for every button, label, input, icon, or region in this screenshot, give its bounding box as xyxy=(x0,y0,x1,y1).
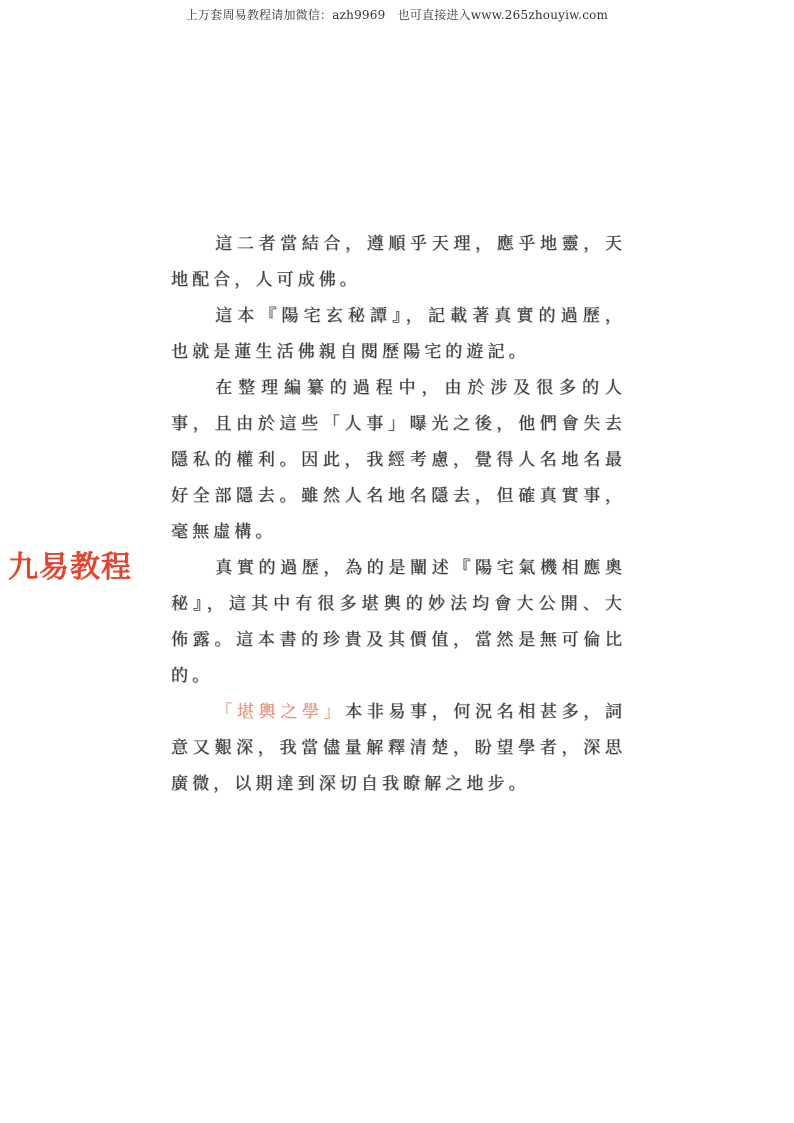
paragraph-5-highlight: 「堪輿之學」 xyxy=(215,702,346,722)
paragraph-1: 這二者當結合，遵順乎天理，應乎地靈，天地配合，人可成佛。 xyxy=(171,234,626,290)
paragraph-5-text: 本非易事，何況名相甚多，詞意又艱深，我當儘量解釋清楚，盼望學者，深思廣微，以期達到深切自我瞭解之地步。 xyxy=(171,702,626,794)
paragraph-2: 這本『陽宅玄秘譚』，記載著真實的過歷，也就是蓮生活佛親自閱歷陽宅的遊記。 xyxy=(171,306,626,362)
header-banner: 上万套周易教程请加微信：azh9969 也可直接进入www.265zhouyiw.com xyxy=(185,8,609,22)
paragraph-5 xyxy=(171,694,626,802)
body-text xyxy=(171,226,626,802)
paragraph-4: 真實的過歷，為的是闡述『陽宅氣機相應奧秘』，這其中有很多堪輿的妙法均會大公開、大佈露。這本書的珍貴及其價值，當然是無可倫比的。 xyxy=(171,558,626,686)
watermark-logo: 九易教程 xyxy=(8,550,132,585)
paragraph-3: 在整理編纂的過程中，由於涉及很多的人事，且由於這些「人事」曝光之後，他們會失去隱私的權利。因此，我經考慮，覺得人名地名最好全部隱去。雖然人名地名隱去，但確真實事，毫無虛構。 xyxy=(171,378,626,542)
